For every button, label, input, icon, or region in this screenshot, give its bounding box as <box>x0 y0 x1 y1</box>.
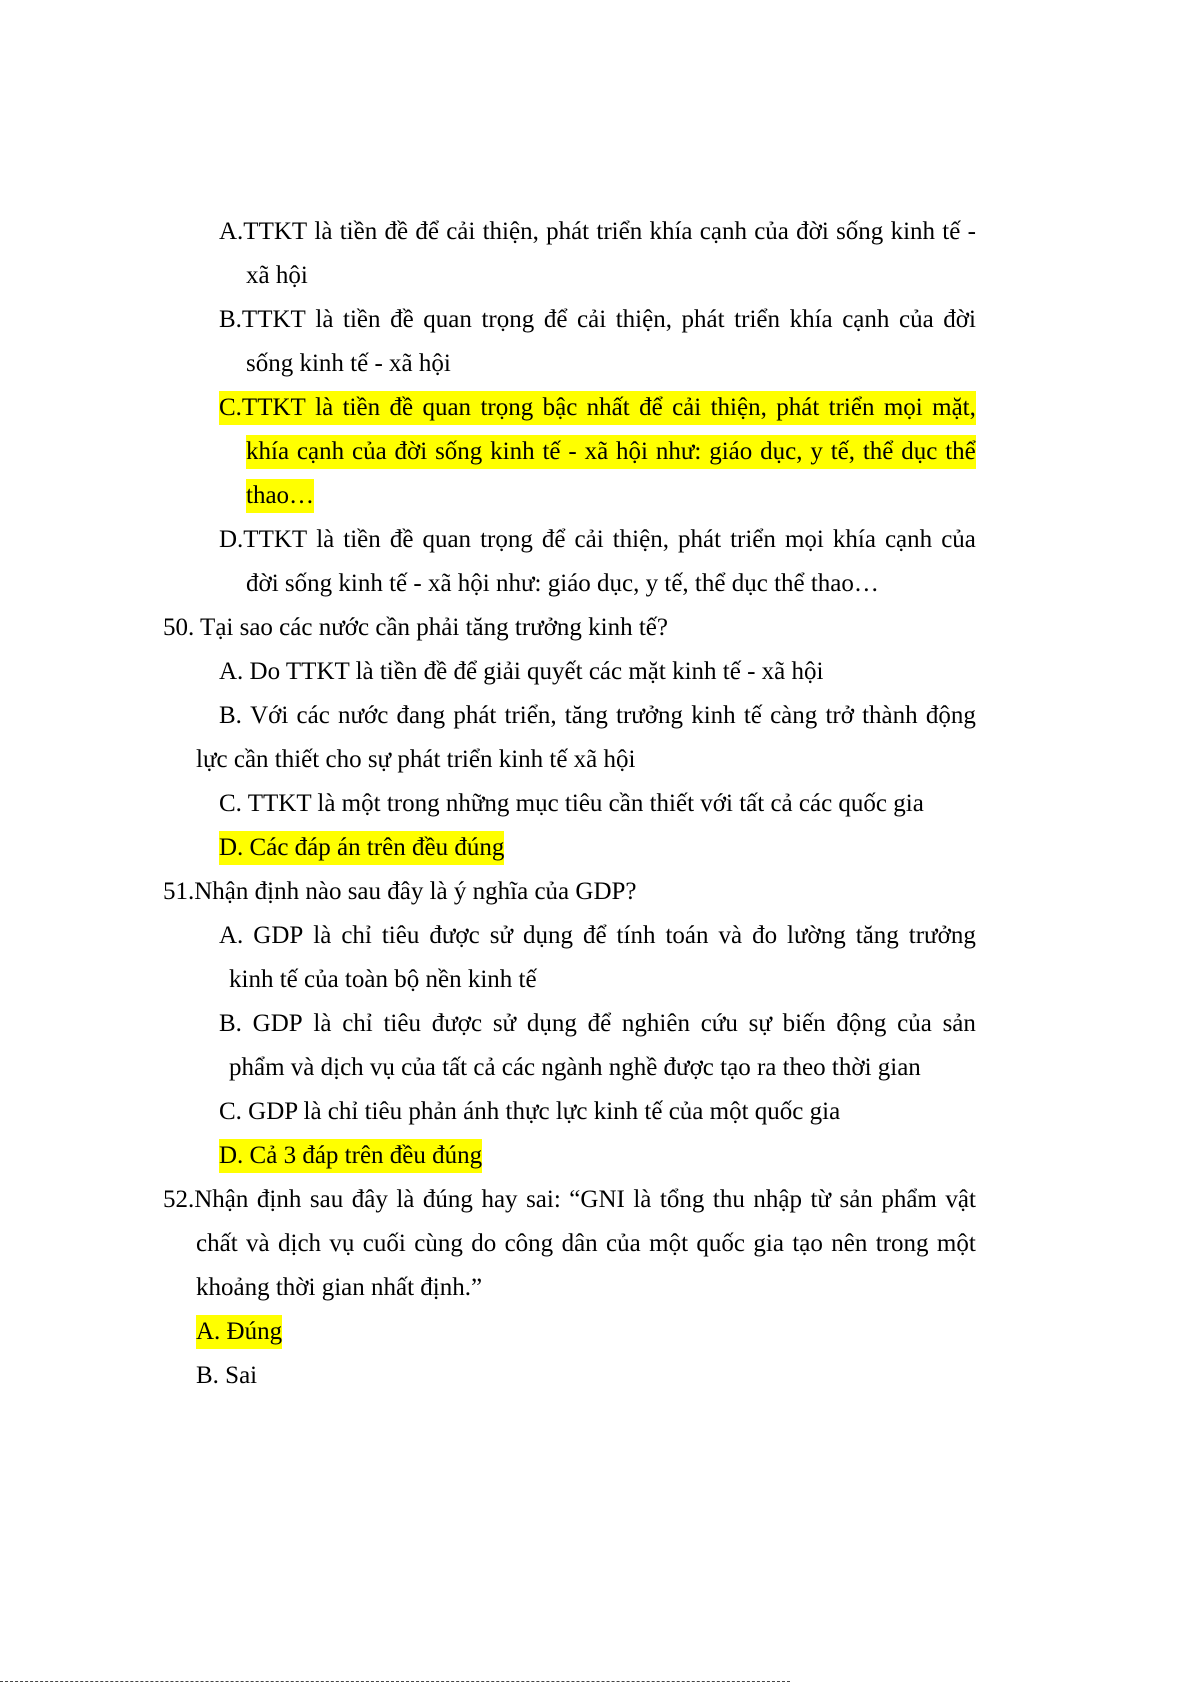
word: là <box>314 218 333 245</box>
word: sai: <box>526 1186 561 1213</box>
q51-option-d: D. Cả 3 đáp trên đều đúng <box>219 1139 482 1173</box>
word: tăng <box>564 702 608 729</box>
word: gia <box>753 1230 784 1257</box>
word: triển <box>596 218 643 245</box>
q49-option-c-line1 <box>219 391 976 425</box>
word: đời <box>943 306 976 333</box>
word: tiền <box>342 394 381 421</box>
word: các <box>296 702 330 729</box>
word: nhất <box>586 394 630 421</box>
word: toán <box>665 922 709 949</box>
q50-option-d: D. Các đáp án trên đều đúng <box>219 831 504 865</box>
word: do <box>471 1230 497 1257</box>
word: khía <box>789 306 833 333</box>
word: triển <box>734 306 780 333</box>
word: tế, <box>830 438 855 465</box>
word: hội <box>616 438 648 465</box>
word: đề <box>390 306 414 333</box>
word: tiêu <box>383 1010 421 1037</box>
word: là <box>633 1186 652 1213</box>
word: dụng <box>526 1010 577 1037</box>
word: của <box>941 526 976 553</box>
word: nghiên <box>621 1010 690 1037</box>
word: dịch <box>278 1230 322 1257</box>
word: tăng <box>855 922 899 949</box>
word: chỉ <box>342 1010 373 1037</box>
word: - <box>568 438 577 465</box>
word: của <box>754 218 789 245</box>
word: “GNI <box>569 1186 625 1213</box>
word: được <box>429 922 480 949</box>
word: khía <box>832 526 876 553</box>
q51-question: 51.Nhận định nào sau đây là ý nghĩa của GDP? <box>163 878 637 905</box>
word: cải <box>672 394 702 421</box>
word: tiền <box>343 526 381 553</box>
word: đang <box>396 702 446 729</box>
word: vật <box>945 1186 976 1213</box>
word: trưởng <box>616 702 684 729</box>
word: là <box>396 1186 415 1213</box>
word: khía <box>246 438 290 465</box>
word: nên <box>831 1230 868 1257</box>
word: của <box>897 1010 932 1037</box>
word: giáo <box>709 438 753 465</box>
word: sống <box>435 438 483 465</box>
word: sau <box>309 1186 344 1213</box>
q51-option-c: C. GDP là chỉ tiêu phản ánh thực lực kinh tế của một quốc gia <box>219 1098 841 1125</box>
word: dục, <box>760 438 803 465</box>
word: kinh <box>890 218 936 245</box>
word: càng <box>770 702 818 729</box>
word: cùng <box>414 1230 463 1257</box>
word: vụ <box>329 1230 355 1257</box>
word: trọng <box>481 306 535 333</box>
word: đề <box>389 394 414 421</box>
word: tổng <box>659 1186 705 1213</box>
word: thể <box>862 438 894 465</box>
word: dục <box>901 438 938 465</box>
q50-question: 50. Tại sao các nước cần phải tăng trưởng kinh tế? <box>163 614 668 641</box>
q52-question-line1 <box>163 1183 976 1217</box>
q49-option-c-line3: thao… <box>246 479 314 513</box>
q50-option-b-line1 <box>219 699 976 733</box>
word: trưởng <box>908 922 976 949</box>
word: để <box>639 394 663 421</box>
word: tiền <box>339 218 378 245</box>
word: 52.Nhận <box>163 1186 249 1213</box>
word: quan <box>422 526 472 553</box>
q51-option-a-line2: kinh tế của toàn bộ nền kinh tế <box>229 966 537 993</box>
word: để <box>582 922 607 949</box>
word: sống <box>836 218 884 245</box>
word: trong <box>875 1230 929 1257</box>
word: cải <box>577 306 607 333</box>
word: tế <box>542 438 561 465</box>
word: của <box>351 438 387 465</box>
word: cứu <box>700 1010 738 1037</box>
word: động <box>925 702 976 729</box>
word: thể <box>945 438 976 465</box>
word: sự <box>748 1010 772 1037</box>
word: phát <box>546 218 590 245</box>
word: được <box>431 1010 483 1037</box>
word: thiện, <box>612 526 669 553</box>
word: phát <box>776 394 820 421</box>
word: sử <box>489 922 513 949</box>
q52-option-a: A. Đúng <box>196 1315 282 1349</box>
q49-option-d-line1 <box>219 523 976 557</box>
word: GDP <box>253 922 304 949</box>
q50-option-a: A. Do TTKT là tiền đề để giải quyết các mặt kinh tế - xã hội <box>219 658 824 685</box>
word: chỉ <box>341 922 372 949</box>
word: tế <box>942 218 961 245</box>
q49-option-d-line2: đời sống kinh tế - xã hội như: giáo dục, y tế, thể dục thể thao… <box>246 570 879 597</box>
word: cạnh <box>296 438 345 465</box>
word: nhập <box>753 1186 802 1213</box>
word: lường <box>787 922 846 949</box>
word: A.TTKT <box>219 218 308 245</box>
word: - <box>967 218 976 245</box>
word: B. <box>219 1010 242 1037</box>
word: quốc <box>696 1230 746 1257</box>
word: là <box>315 394 334 421</box>
q49-option-b-line2: sống kinh tế - xã hội <box>246 350 451 377</box>
word: công <box>504 1230 554 1257</box>
q51-option-b-line2: phẩm và dịch vụ của tất cả các ngành nghề được tạo ra theo thời gian <box>229 1054 921 1081</box>
q51-option-b-line1 <box>219 1007 976 1041</box>
word: phẩm <box>881 1186 937 1213</box>
word: là <box>315 306 334 333</box>
word: thành <box>862 702 918 729</box>
word: xã <box>584 438 609 465</box>
word: cạnh <box>699 218 747 245</box>
word: A. <box>219 922 244 949</box>
word: tiêu <box>381 922 420 949</box>
word: động <box>836 1010 887 1037</box>
word: đề <box>389 526 414 553</box>
word: sản <box>839 1186 873 1213</box>
word: trọng <box>480 394 534 421</box>
word: của <box>606 1230 641 1257</box>
word: sử <box>492 1010 517 1037</box>
word: C.TTKT <box>219 394 306 421</box>
word: để <box>543 306 568 333</box>
q50-option-c: C. TTKT là một trong những mục tiêu cần thiết với tất cả các quốc gia <box>219 790 924 817</box>
word: đề <box>384 218 409 245</box>
word: tạo <box>792 1230 823 1257</box>
word: kinh <box>490 438 535 465</box>
word: phát <box>453 702 497 729</box>
word: thiện, <box>615 306 672 333</box>
word: cạnh <box>842 306 890 333</box>
q50-option-b-line2: lực cần thiết cho sự phát triển kinh tế xã hội <box>196 746 636 773</box>
word: dân <box>561 1230 598 1257</box>
word: và <box>246 1230 270 1257</box>
word: mọi <box>784 526 824 553</box>
word: quan <box>423 306 472 333</box>
word: y <box>810 438 823 465</box>
word: là <box>313 922 332 949</box>
word: là <box>313 1010 332 1037</box>
word: đo <box>752 922 778 949</box>
q52-option-b: B. Sai <box>196 1362 258 1389</box>
word: B. <box>219 702 242 729</box>
word: biến <box>782 1010 826 1037</box>
word: thiện, <box>710 394 767 421</box>
word: mọi <box>883 394 923 421</box>
word: cuối <box>362 1230 406 1257</box>
word: định <box>256 1186 302 1213</box>
q49-option-a-line2: xã hội <box>246 262 308 289</box>
word: là <box>316 526 335 553</box>
word: cải <box>574 526 604 553</box>
word: triển, <box>504 702 557 729</box>
word: nước <box>337 702 389 729</box>
word: trở <box>825 702 854 729</box>
word: hay <box>481 1186 518 1213</box>
word: từ <box>810 1186 831 1213</box>
word: như: <box>655 438 702 465</box>
word: phát <box>681 306 725 333</box>
word: đời <box>394 438 428 465</box>
word: sản <box>942 1010 976 1037</box>
word: kinh <box>691 702 736 729</box>
word: để <box>415 218 439 245</box>
word: triển <box>828 394 875 421</box>
word: đúng <box>422 1186 473 1213</box>
word: để <box>541 526 566 553</box>
word: để <box>587 1010 612 1037</box>
q52-question-line3: khoảng thời gian nhất định.” <box>196 1274 483 1301</box>
word: GDP <box>252 1010 303 1037</box>
word: một <box>936 1230 976 1257</box>
word: của <box>898 306 934 333</box>
word: mặt, <box>932 394 976 421</box>
q52-question-line2 <box>196 1227 976 1261</box>
word: B.TTKT <box>219 306 306 333</box>
word: đời <box>796 218 829 245</box>
word: khía <box>649 218 693 245</box>
word: chất <box>196 1230 238 1257</box>
page-bottom-rule <box>0 1681 790 1682</box>
word: cạnh <box>884 526 933 553</box>
word: triển <box>730 526 776 553</box>
q49-option-a-line1 <box>219 215 976 249</box>
word: bậc <box>542 394 578 421</box>
word: và <box>718 922 743 949</box>
word: một <box>649 1230 689 1257</box>
word: dụng <box>522 922 573 949</box>
word: tế <box>743 702 762 729</box>
word: Với <box>250 702 289 729</box>
word: D.TTKT <box>219 526 308 553</box>
word: thu <box>712 1186 745 1213</box>
word: trọng <box>480 526 533 553</box>
word: tiền <box>343 306 381 333</box>
q49-option-c-line2 <box>246 435 976 469</box>
q51-option-a-line1 <box>219 919 976 953</box>
word: tính <box>616 922 656 949</box>
word: phát <box>678 526 722 553</box>
q49-option-b-line1 <box>219 303 976 337</box>
word: cải <box>446 218 476 245</box>
word: thiện, <box>482 218 539 245</box>
word: đây <box>351 1186 388 1213</box>
word: quan <box>422 394 472 421</box>
